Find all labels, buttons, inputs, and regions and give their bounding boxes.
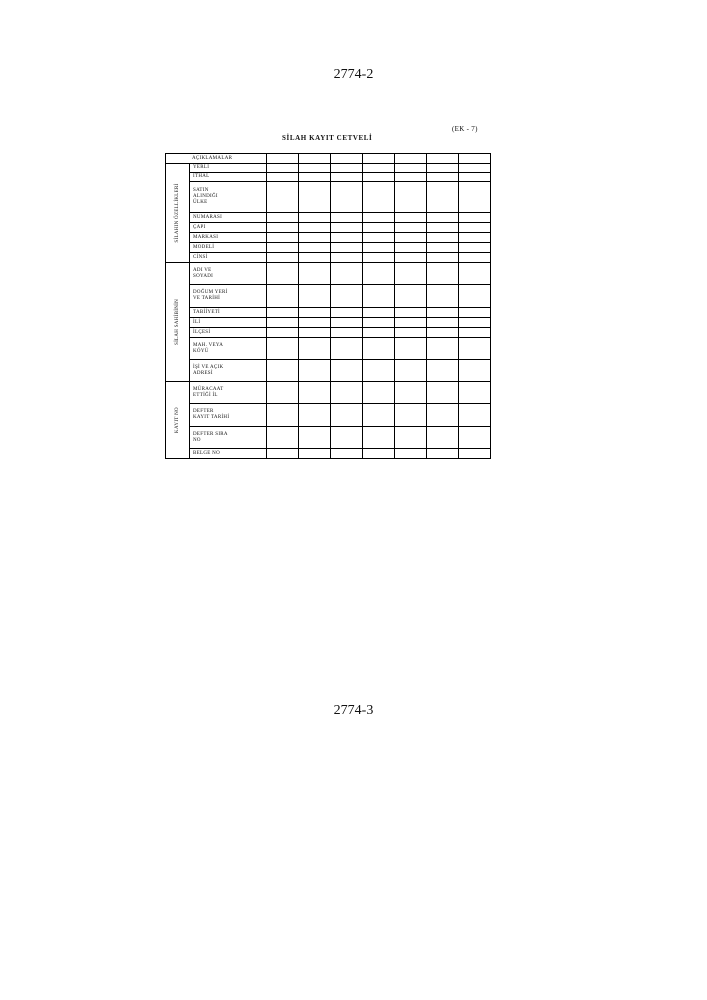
entry-cell[interactable]	[331, 449, 363, 459]
row-label: BELGE NO	[193, 450, 220, 456]
page-number-top: 2774-2	[333, 67, 374, 82]
header-cell	[459, 154, 491, 164]
entry-cell[interactable]	[459, 285, 491, 308]
row-label-cell	[190, 338, 267, 360]
entry-cell[interactable]	[363, 182, 395, 213]
entry-cell[interactable]	[459, 308, 491, 318]
table-row	[166, 449, 491, 459]
header-cell	[363, 154, 395, 164]
entry-cell[interactable]	[331, 308, 363, 318]
group-label: KAYIT NO	[174, 407, 180, 433]
entry-cell[interactable]	[299, 338, 331, 360]
entry-cell[interactable]	[459, 243, 491, 253]
entry-cell[interactable]	[395, 328, 427, 338]
entry-cell[interactable]	[267, 164, 299, 173]
entry-cell[interactable]	[299, 318, 331, 328]
entry-cell[interactable]	[427, 427, 459, 449]
entry-cell[interactable]	[363, 213, 395, 223]
header-label: AÇIKLAMALAR	[166, 154, 267, 164]
row-label-cell	[190, 243, 267, 253]
entry-cell[interactable]	[363, 253, 395, 263]
entry-cell[interactable]	[267, 182, 299, 213]
entry-cell[interactable]	[427, 164, 459, 173]
entry-cell[interactable]	[363, 328, 395, 338]
entry-cell[interactable]	[363, 164, 395, 173]
entry-cell[interactable]	[299, 328, 331, 338]
row-label-cell	[190, 182, 267, 213]
entry-cell[interactable]	[267, 263, 299, 285]
row-label-cell	[190, 253, 267, 263]
entry-cell[interactable]	[395, 182, 427, 213]
header-cell	[299, 154, 331, 164]
entry-cell[interactable]	[299, 243, 331, 253]
row-label-cell	[190, 404, 267, 427]
table-row	[166, 382, 491, 404]
entry-cell[interactable]	[459, 328, 491, 338]
row-label: MAH. VEYA KÖYÜ	[193, 342, 224, 354]
row-label: İTHAL	[193, 174, 210, 179]
entry-cell[interactable]	[395, 360, 427, 382]
row-label-cell	[190, 263, 267, 285]
table-row	[166, 328, 491, 338]
entry-cell[interactable]	[267, 285, 299, 308]
entry-cell[interactable]	[267, 449, 299, 459]
table-row	[166, 308, 491, 318]
entry-cell[interactable]	[427, 285, 459, 308]
entry-cell[interactable]	[363, 360, 395, 382]
entry-cell[interactable]	[395, 338, 427, 360]
entry-cell[interactable]	[267, 360, 299, 382]
entry-cell[interactable]	[459, 173, 491, 182]
annex-label: (EK - 7)	[452, 125, 478, 133]
group-label: SİLAHIN ÖZELLİKLERİ	[174, 183, 180, 243]
entry-cell[interactable]	[459, 233, 491, 243]
table-row	[166, 360, 491, 382]
entry-cell[interactable]	[395, 404, 427, 427]
table-row	[166, 285, 491, 308]
row-label-cell	[190, 213, 267, 223]
entry-cell[interactable]	[299, 449, 331, 459]
group-label-cell	[166, 263, 190, 382]
entry-cell[interactable]	[395, 223, 427, 233]
row-label: NUMARASI	[193, 214, 223, 220]
entry-cell[interactable]	[267, 382, 299, 404]
row-label-cell	[190, 164, 267, 173]
table-row	[166, 253, 491, 263]
entry-cell[interactable]	[331, 427, 363, 449]
entry-cell[interactable]	[331, 243, 363, 253]
entry-cell[interactable]	[331, 285, 363, 308]
header-row	[166, 154, 491, 164]
entry-cell[interactable]	[331, 213, 363, 223]
entry-cell[interactable]	[267, 223, 299, 233]
entry-cell[interactable]	[395, 263, 427, 285]
entry-cell[interactable]	[427, 253, 459, 263]
entry-cell[interactable]	[363, 233, 395, 243]
table-row	[166, 318, 491, 328]
row-label: MÜRACAAT ETTİĞİ İL	[193, 386, 224, 398]
entry-cell[interactable]	[363, 427, 395, 449]
row-label: ADI VE SOYADI	[193, 267, 214, 279]
table-row	[166, 233, 491, 243]
entry-cell[interactable]	[459, 182, 491, 213]
entry-cell[interactable]	[395, 213, 427, 223]
entry-cell[interactable]	[427, 233, 459, 243]
row-label: İLİ	[193, 319, 201, 325]
entry-cell[interactable]	[427, 223, 459, 233]
form-title: SİLAH KAYIT CETVELİ	[282, 134, 373, 142]
entry-cell[interactable]	[299, 173, 331, 182]
entry-cell[interactable]	[331, 338, 363, 360]
entry-cell[interactable]	[267, 427, 299, 449]
entry-cell[interactable]	[299, 263, 331, 285]
entry-cell[interactable]	[363, 223, 395, 233]
table-row	[166, 404, 491, 427]
table-row	[166, 263, 491, 285]
entry-cell[interactable]	[331, 318, 363, 328]
entry-cell[interactable]	[363, 173, 395, 182]
entry-cell[interactable]	[395, 173, 427, 182]
entry-cell[interactable]	[299, 233, 331, 243]
group-label: SİLAH SAHİBİNİN	[174, 298, 180, 346]
entry-cell[interactable]	[363, 285, 395, 308]
entry-cell[interactable]	[267, 253, 299, 263]
row-label-cell	[190, 223, 267, 233]
group-label-cell	[166, 164, 190, 263]
entry-cell[interactable]	[331, 173, 363, 182]
entry-cell[interactable]	[427, 243, 459, 253]
entry-cell[interactable]	[459, 382, 491, 404]
row-label-cell	[190, 427, 267, 449]
entry-cell[interactable]	[459, 360, 491, 382]
table-row	[166, 182, 491, 213]
entry-cell[interactable]	[299, 253, 331, 263]
entry-cell[interactable]	[267, 404, 299, 427]
entry-cell[interactable]	[363, 382, 395, 404]
entry-cell[interactable]	[299, 360, 331, 382]
row-label-cell	[190, 173, 267, 182]
header-cell	[427, 154, 459, 164]
header-cell	[395, 154, 427, 164]
entry-cell[interactable]	[331, 182, 363, 213]
entry-cell[interactable]	[299, 285, 331, 308]
header-cell	[267, 154, 299, 164]
entry-cell[interactable]	[427, 360, 459, 382]
entry-cell[interactable]	[395, 164, 427, 173]
entry-cell[interactable]	[427, 382, 459, 404]
entry-cell[interactable]	[331, 223, 363, 233]
entry-cell[interactable]	[267, 173, 299, 182]
entry-cell[interactable]	[427, 318, 459, 328]
entry-cell[interactable]	[427, 308, 459, 318]
entry-cell[interactable]	[459, 338, 491, 360]
entry-cell[interactable]	[459, 213, 491, 223]
row-label: CİNSİ	[193, 254, 208, 260]
table-row	[166, 173, 491, 182]
entry-cell[interactable]	[395, 308, 427, 318]
page-number-bottom: 2774-3	[333, 703, 374, 718]
row-label-cell	[190, 360, 267, 382]
entry-cell[interactable]	[395, 253, 427, 263]
entry-cell[interactable]	[267, 213, 299, 223]
row-label-cell	[190, 318, 267, 328]
entry-cell[interactable]	[267, 338, 299, 360]
entry-cell[interactable]	[427, 449, 459, 459]
row-label: İLÇESİ	[193, 329, 211, 335]
row-label-cell	[190, 308, 267, 318]
entry-cell[interactable]	[459, 404, 491, 427]
entry-cell[interactable]	[395, 449, 427, 459]
entry-cell[interactable]	[267, 233, 299, 243]
entry-cell[interactable]	[299, 427, 331, 449]
entry-cell[interactable]	[459, 263, 491, 285]
group-label-cell	[166, 382, 190, 459]
row-label-cell	[190, 328, 267, 338]
entry-cell[interactable]	[363, 338, 395, 360]
table-row	[166, 223, 491, 233]
entry-cell[interactable]	[427, 182, 459, 213]
row-label: YERLİ	[193, 165, 210, 170]
header-cell	[331, 154, 363, 164]
row-label: SATIN ALINDIĞI ÜLKE	[193, 188, 218, 205]
row-label: ÇAPI	[193, 224, 206, 230]
entry-cell[interactable]	[395, 233, 427, 243]
entry-cell[interactable]	[331, 328, 363, 338]
entry-cell[interactable]	[395, 243, 427, 253]
row-label-cell	[190, 449, 267, 459]
row-label-cell	[190, 382, 267, 404]
entry-cell[interactable]	[395, 427, 427, 449]
entry-cell[interactable]	[363, 318, 395, 328]
entry-cell[interactable]	[427, 213, 459, 223]
entry-cell[interactable]	[395, 382, 427, 404]
table-row	[166, 164, 491, 173]
entry-cell[interactable]	[459, 223, 491, 233]
entry-cell[interactable]	[459, 253, 491, 263]
table-row	[166, 338, 491, 360]
table-row	[166, 213, 491, 223]
entry-cell[interactable]	[427, 328, 459, 338]
entry-cell[interactable]	[299, 182, 331, 213]
entry-cell[interactable]	[459, 164, 491, 173]
entry-cell[interactable]	[363, 243, 395, 253]
entry-cell[interactable]	[267, 308, 299, 318]
entry-cell[interactable]	[331, 263, 363, 285]
entry-cell[interactable]	[427, 173, 459, 182]
entry-cell[interactable]	[299, 404, 331, 427]
entry-cell[interactable]	[299, 164, 331, 173]
row-label-cell	[190, 285, 267, 308]
entry-cell[interactable]	[299, 308, 331, 318]
entry-cell[interactable]	[299, 213, 331, 223]
row-label: MODELİ	[193, 244, 215, 250]
entry-cell[interactable]	[299, 223, 331, 233]
table-row	[166, 427, 491, 449]
row-label: DOĞUM YERİ VE TARİHİ	[193, 290, 228, 301]
entry-cell[interactable]	[459, 449, 491, 459]
table-row	[166, 243, 491, 253]
entry-cell[interactable]	[267, 318, 299, 328]
entry-cell[interactable]	[459, 427, 491, 449]
entry-cell[interactable]	[331, 382, 363, 404]
entry-cell[interactable]	[395, 318, 427, 328]
entry-cell[interactable]	[363, 263, 395, 285]
row-label: İŞİ VE AÇIK ADRESİ	[193, 364, 224, 376]
entry-cell[interactable]	[267, 243, 299, 253]
entry-cell[interactable]	[331, 233, 363, 243]
entry-cell[interactable]	[363, 449, 395, 459]
entry-cell[interactable]	[331, 404, 363, 427]
entry-cell[interactable]	[331, 164, 363, 173]
entry-cell[interactable]	[427, 404, 459, 427]
row-label: DEFTER SIRA NO	[193, 431, 228, 443]
row-label: MARKASI	[193, 234, 219, 240]
row-label: TABİİYETİ	[193, 309, 221, 315]
entry-cell[interactable]	[363, 404, 395, 427]
entry-cell[interactable]	[331, 360, 363, 382]
entry-cell[interactable]	[395, 285, 427, 308]
entry-cell[interactable]	[427, 263, 459, 285]
entry-cell[interactable]	[459, 318, 491, 328]
row-label: DEFTER KAYIT TARİHİ	[193, 409, 230, 420]
entry-cell[interactable]	[363, 308, 395, 318]
entry-cell[interactable]	[427, 338, 459, 360]
entry-cell[interactable]	[299, 382, 331, 404]
row-label-cell	[190, 233, 267, 243]
entry-cell[interactable]	[331, 253, 363, 263]
entry-cell[interactable]	[267, 328, 299, 338]
weapon-registry-table	[165, 153, 491, 459]
